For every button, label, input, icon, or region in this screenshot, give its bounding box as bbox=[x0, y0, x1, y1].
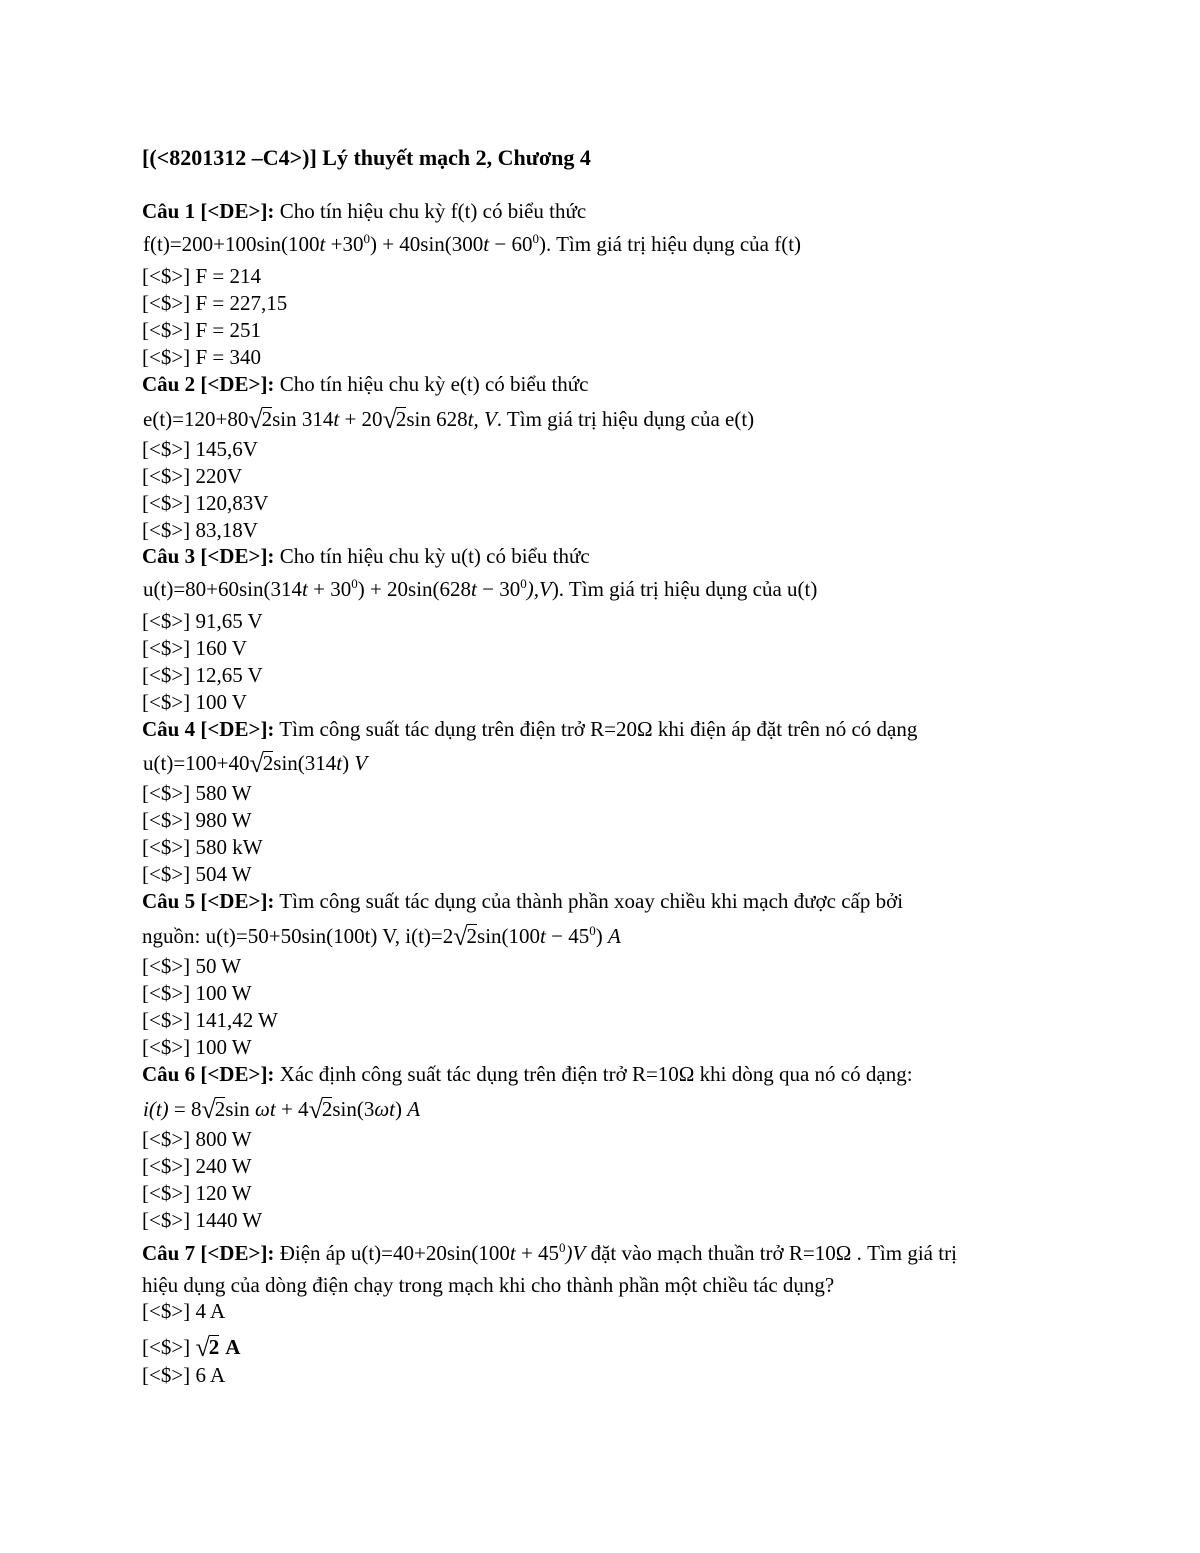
question-3-heading: Câu 3 [<DE>]: bbox=[142, 544, 275, 568]
eq-sup: 0 bbox=[363, 231, 370, 246]
eq-var: t bbox=[509, 1241, 516, 1265]
eq-part: ) + 20sin(628 bbox=[357, 577, 472, 601]
eq-var: t bbox=[540, 924, 546, 948]
option-marker: [<$>] bbox=[142, 808, 196, 832]
eq-part: f(t)=200+100sin(100 bbox=[143, 232, 320, 256]
question-7-text-tail: đặt vào mạch thuần trở R=10Ω . Tìm giá trị bbox=[585, 1241, 957, 1265]
question-1-equation bbox=[143, 231, 801, 258]
eq-var: ωt bbox=[255, 1097, 276, 1121]
eq-part: − 30 bbox=[476, 577, 521, 601]
question-3-option-3[interactable] bbox=[142, 662, 263, 689]
option-text: 1440 W bbox=[195, 1208, 263, 1232]
question-2-heading: Câu 2 [<DE>]: bbox=[142, 372, 275, 396]
option-text: 100 W bbox=[195, 981, 252, 1005]
question-6-option-2[interactable] bbox=[142, 1153, 252, 1180]
question-2-option-1[interactable] bbox=[142, 436, 258, 463]
eq-part: + 30 bbox=[307, 577, 352, 601]
question-4-option-3[interactable] bbox=[142, 834, 263, 861]
eq-part: + 45 bbox=[515, 1241, 560, 1265]
question-7-line bbox=[142, 1240, 957, 1267]
question-7-text: Điện áp u(t)=40+20sin(100 bbox=[274, 1241, 510, 1265]
eq-part: + 20 bbox=[339, 407, 383, 431]
eq-var: i(t) bbox=[143, 1097, 169, 1121]
eq-radicand: 2 bbox=[261, 407, 273, 431]
eq-radicand: 2 bbox=[214, 1097, 226, 1121]
eq-sup: 0 bbox=[520, 576, 527, 591]
eq-part: sin(3 bbox=[332, 1097, 375, 1121]
eq-radicand: 2 bbox=[208, 1335, 220, 1359]
question-5-option-4[interactable] bbox=[142, 1034, 252, 1061]
question-2-option-3[interactable] bbox=[142, 490, 268, 517]
option-text: 504 W bbox=[195, 862, 252, 886]
question-5-option-2[interactable] bbox=[142, 980, 252, 1007]
question-7-heading: Câu 7 [<DE>]: bbox=[142, 1241, 275, 1265]
sqrt-icon: √ bbox=[195, 1333, 210, 1362]
option-marker: [<$>] bbox=[142, 464, 196, 488]
eq-part: − 60 bbox=[489, 232, 533, 256]
question-2-option-4[interactable] bbox=[142, 517, 258, 544]
eq-part: sin(314 bbox=[273, 751, 337, 775]
option-text: 120,83V bbox=[195, 491, 269, 515]
option-marker: [<$>] bbox=[142, 491, 196, 515]
option-marker: [<$>] bbox=[142, 781, 196, 805]
eq-var: t, bbox=[467, 407, 484, 431]
option-marker: [<$>] bbox=[142, 835, 196, 859]
option-marker: [<$>] bbox=[142, 518, 196, 542]
question-7-line-2: hiệu dụng của dòng điện chạy trong mạch khi cho thành phần một chiều tác dụng? bbox=[142, 1273, 835, 1297]
question-1-text: Cho tín hiệu chu kỳ f(t) có biểu thức bbox=[274, 199, 587, 223]
option-text: A bbox=[225, 1335, 241, 1359]
option-text: 580 W bbox=[195, 781, 252, 805]
question-6-text: Xác định công suất tác dụng trên điện trở R=10Ω khi dòng qua nó có dạng: bbox=[274, 1062, 913, 1086]
eq-part: sin 628 bbox=[406, 407, 468, 431]
eq-part: u(t)=100+40 bbox=[143, 751, 250, 775]
option-text: F = 340 bbox=[195, 345, 261, 369]
eq-part: e(t)=120+80 bbox=[143, 407, 249, 431]
option-marker: [<$>] bbox=[142, 1154, 196, 1178]
option-marker: [<$>] bbox=[142, 1008, 196, 1032]
option-marker: [<$>] bbox=[142, 862, 196, 886]
eq-radicand: 2 bbox=[262, 751, 274, 775]
option-text: F = 251 bbox=[195, 318, 261, 342]
question-1-option-1[interactable] bbox=[142, 263, 261, 290]
eq-unit: A bbox=[407, 1097, 421, 1121]
option-marker: [<$>] bbox=[142, 636, 196, 660]
question-6-option-3[interactable] bbox=[142, 1180, 252, 1207]
eq-sup: 0 bbox=[351, 576, 358, 591]
eq-var: t bbox=[483, 232, 490, 256]
question-2-option-2[interactable] bbox=[142, 463, 242, 490]
option-marker: [<$>] bbox=[142, 609, 196, 633]
option-text: 100 W bbox=[195, 1035, 252, 1059]
question-5-heading: Câu 5 [<DE>]: bbox=[142, 889, 275, 913]
option-text: 83,18V bbox=[195, 518, 258, 542]
eq-part: ). Tìm giá trị hiệu dụng của u(t) bbox=[551, 577, 818, 601]
option-text: 12,65 V bbox=[195, 663, 263, 687]
option-marker: [<$>] bbox=[142, 1127, 196, 1151]
eq-sup: 0 bbox=[589, 923, 596, 938]
eq-part: . Tìm giá trị hiệu dụng của e(t) bbox=[496, 407, 755, 431]
eq-part: u(t)=80+60sin(314 bbox=[143, 577, 303, 601]
option-text: 141,42 W bbox=[195, 1008, 278, 1032]
page-title: [(<8201312 –C4>)] Lý thuyết mạch 2, Chương 4 bbox=[142, 145, 591, 170]
question-3-option-4[interactable] bbox=[142, 689, 247, 716]
eq-unit: V bbox=[483, 407, 497, 431]
question-7-option-1[interactable] bbox=[142, 1298, 225, 1325]
eq-var: t bbox=[302, 577, 308, 601]
eq-radicand: 2 bbox=[321, 1097, 333, 1121]
question-2-equation bbox=[143, 404, 754, 433]
option-text: 220V bbox=[195, 464, 243, 488]
question-6-option-1[interactable] bbox=[142, 1126, 252, 1153]
option-marker: [<$>] bbox=[142, 437, 196, 461]
question-1-option-4[interactable] bbox=[142, 344, 261, 371]
question-3-option-1[interactable] bbox=[142, 608, 263, 635]
option-marker: [<$>] bbox=[142, 663, 196, 687]
eq-part: ) + 40sin(300 bbox=[369, 232, 484, 256]
question-3-text: Cho tín hiệu chu kỳ u(t) có biểu thức bbox=[274, 544, 590, 568]
question-1-heading: Câu 1 [<DE>]: bbox=[142, 199, 275, 223]
option-text: 120 W bbox=[195, 1181, 252, 1205]
question-4-option-4[interactable] bbox=[142, 861, 252, 888]
question-2-line bbox=[142, 371, 589, 398]
option-text: 145,6V bbox=[195, 437, 258, 461]
eq-unit: )V bbox=[565, 1241, 586, 1265]
question-5-line bbox=[142, 888, 903, 915]
option-marker: [<$>] bbox=[142, 1299, 196, 1323]
eq-sup: 0 bbox=[532, 231, 539, 246]
option-text: 580 kW bbox=[195, 835, 263, 859]
option-marker: [<$>] bbox=[142, 264, 196, 288]
question-4-heading: Câu 4 [<DE>]: bbox=[142, 717, 275, 741]
option-marker: [<$>] bbox=[142, 345, 196, 369]
question-3-line bbox=[142, 543, 590, 570]
option-marker: [<$>] bbox=[142, 1208, 196, 1232]
question-7-option-3[interactable] bbox=[142, 1362, 225, 1389]
eq-part: − 45 bbox=[545, 924, 590, 948]
eq-radicand: 2 bbox=[395, 407, 407, 431]
option-marker: [<$>] bbox=[142, 318, 196, 342]
option-marker: [<$>] bbox=[142, 1335, 196, 1359]
sqrt-icon: √ bbox=[201, 1095, 216, 1124]
eq-part: ) bbox=[395, 1097, 408, 1121]
question-1-option-2[interactable] bbox=[142, 290, 287, 317]
question-6-option-4[interactable] bbox=[142, 1207, 262, 1234]
question-5-option-1[interactable] bbox=[142, 953, 241, 980]
eq-var: ωt bbox=[374, 1097, 396, 1121]
option-marker: [<$>] bbox=[142, 1363, 196, 1387]
option-marker: [<$>] bbox=[142, 690, 196, 714]
question-3-option-2[interactable] bbox=[142, 635, 247, 662]
option-text: 91,65 V bbox=[195, 609, 263, 633]
question-5-option-3[interactable] bbox=[142, 1007, 278, 1034]
sqrt-icon: √ bbox=[308, 1095, 323, 1124]
question-4-text: Tìm công suất tác dụng trên điện trở R=20Ω khi điện áp đặt trên nó có dạng bbox=[274, 717, 918, 741]
question-4-equation bbox=[143, 748, 367, 777]
question-6-heading: Câu 6 [<DE>]: bbox=[142, 1062, 275, 1086]
eq-part: ) bbox=[595, 924, 608, 948]
option-text: 160 V bbox=[195, 636, 247, 660]
question-5-equation bbox=[142, 921, 621, 950]
option-text: 800 W bbox=[195, 1127, 252, 1151]
eq-radicand: 2 bbox=[466, 924, 478, 948]
eq-part: ) bbox=[342, 751, 355, 775]
eq-var: t bbox=[336, 751, 343, 775]
eq-var: t bbox=[319, 232, 326, 256]
question-4-line bbox=[142, 716, 917, 743]
option-text: 4 A bbox=[195, 1299, 226, 1323]
eq-unit: A bbox=[607, 924, 621, 948]
eq-part: sin 314 bbox=[272, 407, 334, 431]
question-6-line bbox=[142, 1061, 913, 1088]
option-marker: [<$>] bbox=[142, 954, 196, 978]
sqrt-icon: √ bbox=[382, 405, 397, 434]
sqrt-icon: √ bbox=[453, 922, 468, 951]
option-text: 240 W bbox=[195, 1154, 252, 1178]
option-text: 100 V bbox=[195, 690, 247, 714]
option-marker: [<$>] bbox=[142, 981, 196, 1005]
eq-part: nguồn: u(t)=50+50sin(100t) V, i(t)=2 bbox=[142, 924, 454, 948]
eq-unit: V bbox=[354, 751, 368, 775]
option-marker: [<$>] bbox=[142, 291, 196, 315]
question-7-option-2[interactable] bbox=[142, 1332, 240, 1361]
sqrt-icon: √ bbox=[249, 749, 264, 778]
sqrt-icon: √ bbox=[248, 405, 263, 434]
option-text: 6 A bbox=[195, 1363, 226, 1387]
eq-part: + 4 bbox=[275, 1097, 309, 1121]
option-text: F = 214 bbox=[195, 264, 261, 288]
eq-part: ). Tìm giá trị hiệu dụng của f(t) bbox=[538, 232, 802, 256]
question-1-option-3[interactable] bbox=[142, 317, 261, 344]
question-4-option-1[interactable] bbox=[142, 780, 252, 807]
eq-part: = 8 bbox=[168, 1097, 202, 1121]
eq-unit: ),V bbox=[526, 577, 552, 601]
question-3-equation bbox=[143, 576, 817, 603]
eq-var: t bbox=[471, 577, 477, 601]
eq-part: sin bbox=[225, 1097, 256, 1121]
option-text: 980 W bbox=[195, 808, 252, 832]
eq-part: sin(100 bbox=[477, 924, 541, 948]
option-marker: [<$>] bbox=[142, 1181, 196, 1205]
question-2-text: Cho tín hiệu chu kỳ e(t) có biểu thức bbox=[274, 372, 589, 396]
option-text: 50 W bbox=[195, 954, 242, 978]
eq-var: t bbox=[333, 407, 340, 431]
option-marker: [<$>] bbox=[142, 1035, 196, 1059]
eq-part: +30 bbox=[325, 232, 364, 256]
option-text: F = 227,15 bbox=[195, 291, 288, 315]
question-4-option-2[interactable] bbox=[142, 807, 252, 834]
question-5-text: Tìm công suất tác dụng của thành phần xoay chiều khi mạch được cấp bởi bbox=[274, 889, 904, 913]
question-6-equation bbox=[143, 1094, 420, 1123]
eq-sup: 0 bbox=[559, 1240, 566, 1255]
question-1-line bbox=[142, 198, 586, 225]
